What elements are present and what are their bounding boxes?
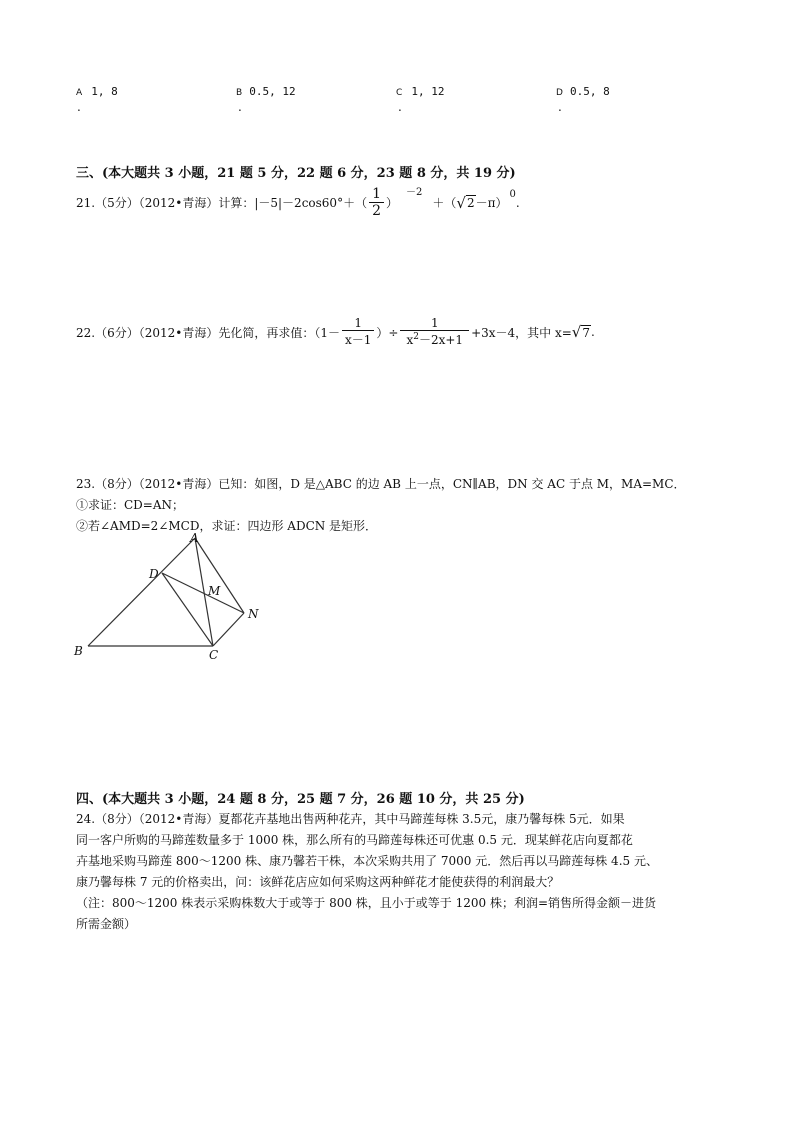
section-3-title: 三、(本大题共 3 小题，21 题 5 分，22 题 6 分，23 题 8 分，共 19 分) xyxy=(76,166,516,181)
q21-exponent-1: －2 xyxy=(406,187,423,198)
q22-fraction-2 xyxy=(400,316,469,348)
q22-f1-num: 1 xyxy=(354,316,362,330)
option-c xyxy=(396,80,445,99)
sqrt-icon: √ xyxy=(456,193,466,212)
question-22 xyxy=(76,316,595,348)
q24-line-3: 卉基地采购马蹄莲 800～1200 株、康乃馨若干株，本次采购共用了 7000 元．然后再以马蹄莲每株 4.5 元、 xyxy=(76,854,658,868)
segment-dc xyxy=(162,573,213,646)
option-value: 0.5, 8 xyxy=(570,85,610,98)
q21-prefix: 21.（5分）（2012•青海）计算：|－5|－2cos60°＋（ xyxy=(76,196,368,210)
q22-f2-num: 1 xyxy=(430,316,439,330)
q22-f2-den-sup: 2 xyxy=(413,332,419,342)
q23-line-2: ①求证：CD=AN； xyxy=(76,498,185,512)
segment-dn xyxy=(162,573,244,613)
label-a: A xyxy=(190,531,199,545)
q21-after-sqrt: －π） xyxy=(475,196,508,210)
q24-line-2: 同一客户所购的马蹄莲数量多于 1000 株，那么所有的马蹄莲每株还可优惠 0.5 元．现某鲜花店向夏都花 xyxy=(76,833,633,847)
option-letter: D xyxy=(556,88,563,98)
q21-end: . xyxy=(515,195,520,210)
option-dot: . xyxy=(77,100,81,114)
q22-prefix: 22.（6分）（2012•青海）先化简，再求值：（1－ xyxy=(76,325,340,340)
segment-ba xyxy=(88,538,195,646)
segment-cn xyxy=(213,613,244,646)
q24-line-1: 24.（8分）（2012•青海）夏都花卉基地出售两种花卉，其中马蹄莲每株 3.5元，康乃馨每株 5元．如果 xyxy=(76,812,625,826)
question-21 xyxy=(76,186,520,219)
option-dot: . xyxy=(398,100,402,114)
option-b xyxy=(236,80,296,99)
option-a xyxy=(76,80,118,99)
section-4-title: 四、(本大题共 3 小题，24 题 8 分，25 题 7 分，26 题 10 分，共 25 分) xyxy=(76,792,525,807)
label-c: C xyxy=(209,648,219,662)
q22-f2-den-b: －2x+1 xyxy=(418,333,464,347)
option-dot: . xyxy=(238,100,242,114)
q21-fraction xyxy=(369,186,384,219)
q22-end: . xyxy=(591,325,595,339)
q21-mid: ＋（ xyxy=(432,196,457,210)
q24-line-5: （注：800～1200 株表示采购株数大于或等于 800 株，且小于或等于 1200 株；利润=销售所得金额－进货 xyxy=(76,896,657,910)
q21-close: ） xyxy=(386,196,399,210)
label-n: N xyxy=(248,607,259,621)
q22-fraction-1 xyxy=(342,316,374,348)
q21-frac-num: 1 xyxy=(372,186,381,202)
option-value: 1, 8 xyxy=(91,85,118,98)
option-letter: C xyxy=(396,88,403,98)
label-d: D xyxy=(149,567,159,581)
option-dot: . xyxy=(558,100,562,114)
q24-line-6: 所需金额） xyxy=(76,917,137,931)
q22-f2-den-a: x xyxy=(406,333,414,347)
q21-frac-den: 2 xyxy=(369,202,384,219)
q22-tail: +3x－4，其中 x= xyxy=(471,325,572,340)
label-b: B xyxy=(74,644,83,658)
q22-radicand: 7 xyxy=(582,325,590,340)
q22-f2-den xyxy=(400,330,469,348)
q21-radicand: 2 xyxy=(466,196,475,210)
label-m: M xyxy=(208,584,221,598)
sqrt-icon: √ xyxy=(571,323,582,341)
q22-f1-den: x－1 xyxy=(342,330,374,348)
segment-an xyxy=(195,538,244,613)
q23-line-3: ②若∠AMD=2∠MCD，求证：四边形 ADCN 是矩形． xyxy=(76,519,378,533)
q21-exponent-2: 0 xyxy=(509,189,516,200)
geometry-figure xyxy=(70,530,270,665)
option-value: 1, 12 xyxy=(411,85,445,98)
option-d xyxy=(556,80,610,99)
option-letter: B xyxy=(236,88,243,98)
q23-line-1: 23.（8分）（2012•青海）已知：如图，D 是△ABC 的边 AB 上一点，CN∥AB，DN 交 AC 于点 M，MA=MC． xyxy=(76,477,686,491)
q24-line-4: 康乃馨每株 7 元的价格卖出，问：该鲜花店应如何采购这两种鲜花才能使获得的利润最大？ xyxy=(76,875,560,889)
option-letter: A xyxy=(76,88,83,98)
option-value: 0.5, 12 xyxy=(249,85,296,98)
q22-mid: ）÷ xyxy=(376,325,399,340)
